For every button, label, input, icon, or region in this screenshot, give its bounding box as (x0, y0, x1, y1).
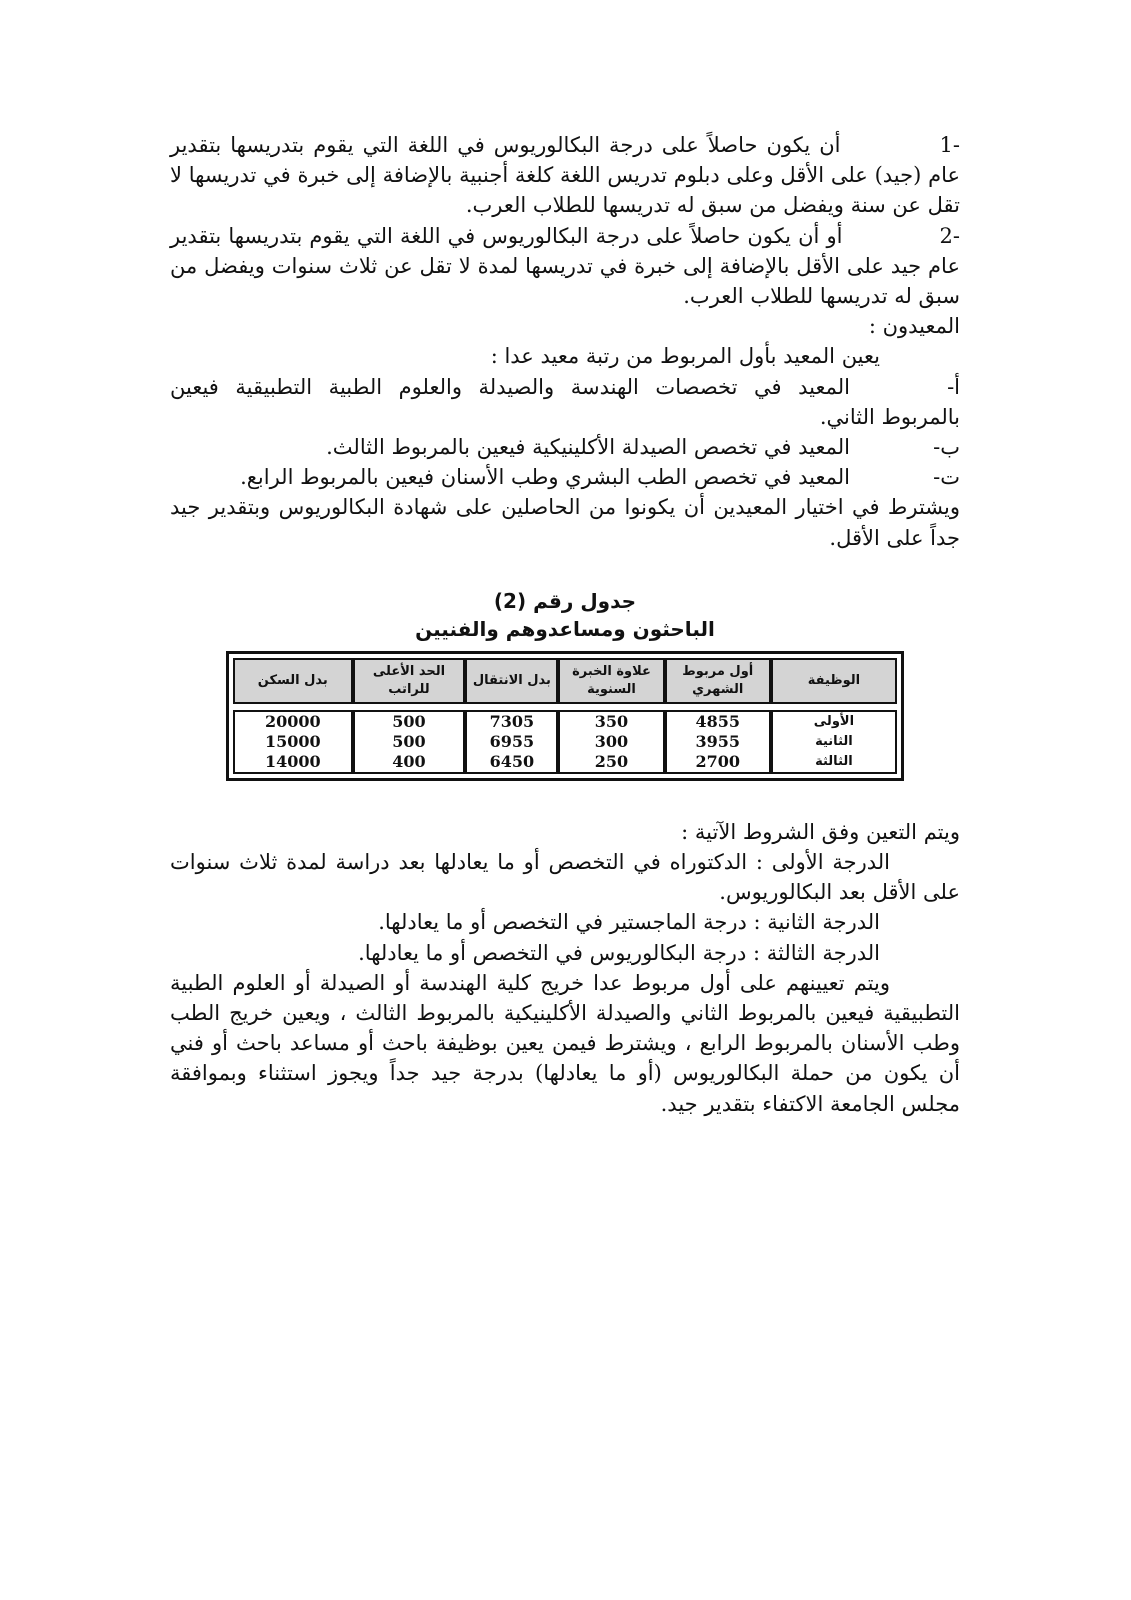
appointment-conditions (170, 817, 960, 1119)
cell-transport-allowance: 6955 (465, 732, 558, 752)
header-transport-allowance: بدل الانتقال (465, 658, 558, 704)
cell-first-step: 4855 (665, 710, 771, 732)
list-text: المعيد في تخصص الصيدلة الأكلينيكية فيعين بالمربوط الثالث. (326, 435, 850, 460)
degree-first (170, 847, 960, 907)
salary-table (233, 658, 897, 774)
document-page (170, 130, 960, 1119)
list-text: المعيد في تخصص الطب البشري وطب الأسنان فيعين بالمربوط الرابع. (240, 465, 850, 490)
item-text: أن يكون حاصلاً على درجة البكالوريوس في اللغة التي يقوم بتدريسها بتقدير عام (جيد) على الأقل وعلى دبلوم تدريس اللغة كلغة أجنبية بالإضافة إلى خبرة في تدريسها لا تقل عن سنة ويفضل من سبق له تدريسها للطلاب العرب. (170, 133, 960, 218)
cell-first-step: 2700 (665, 752, 771, 774)
list-text: المعيد في تخصصات الهندسة والصيدلة والعلوم الطبية التطبيقية فيعين بالمربوط الثاني. (170, 374, 960, 429)
assistant-list (170, 372, 960, 493)
list-label: ب- (933, 435, 960, 460)
cell-experience-bonus: 250 (558, 752, 664, 774)
table-caption: جدول رقم (2) (493, 588, 637, 613)
degree-third: الدرجة الثالثة : درجة البكالوريوس في التخصص أو ما يعادلها. (358, 940, 880, 965)
cell-experience-bonus: 300 (558, 732, 664, 752)
header-position: الوظيفة (771, 658, 897, 704)
condition-item-1 (170, 130, 960, 221)
appointment-line: يعين المعيد بأول المربوط من رتبة معيد عدا : (490, 344, 880, 369)
cell-transport-allowance: 7305 (465, 710, 558, 732)
table-header-row (233, 658, 897, 704)
table-row (233, 710, 897, 732)
item-text: أو أن يكون حاصلاً على درجة البكالوريوس في اللغة التي يقوم بتدريسها بتقدير عام جيد على الأقل بالإضافة إلى خبرة في تدريسها لمدة لا تقل عن ثلاث سنوات ويفضل من سبق له تدريسها للطلاب العرب. (170, 223, 960, 309)
item-number: -2 (939, 223, 960, 248)
condition-item-2 (170, 221, 960, 312)
final-paragraph-text: ويتم تعيينهم على أول مربوط عدا خريج كلية الهندسة أو الصيدلة أو العلوم الطبية التطبيقية فيعين بالمربوط الثاني والصيدلة الأكلينيكية بالمربوط الثالث ، ويعين خريج الطب وطب الأسنان بالمربوط الرابع ، ويشترط فيمن يعين بوظيفة باحث أو مساعد باحث أو فني أن يكون من حملة البكالوريوس (أو ما يعادلها) بدرجة جيد جداً ويجوز استثناء وبموافقة مجلس الجامعة الاكتفاء بتقدير جيد. (170, 970, 960, 1116)
cell-position: الثالثة (771, 752, 897, 774)
list-label: ت- (933, 465, 960, 490)
cell-transport-allowance: 6450 (465, 752, 558, 774)
cell-position: الأولى (771, 710, 897, 732)
cell-max-salary: 400 (353, 752, 466, 774)
selection-condition: ويشترط في اختيار المعيدين أن يكونوا من الحاصلين على شهادة البكالوريوس وبتقدير جيد جداً على الأقل. (170, 495, 960, 550)
degree-first-text: الدرجة الأولى : الدكتوراه في التخصص أو ما يعادلها بعد دراسة لمدة ثلاث سنوات على الأقل بعد البكالوريوس. (170, 850, 960, 905)
salary-table-frame (226, 651, 904, 781)
cell-experience-bonus: 350 (558, 710, 664, 732)
header-housing-allowance: بدل السكن (233, 658, 353, 704)
table-subtitle: الباحثون ومساعدوهم والفنيين (415, 616, 715, 641)
table-row (233, 732, 897, 752)
final-paragraph (170, 968, 960, 1119)
header-first-step: أول مربوط الشهري (665, 658, 771, 704)
list-item (170, 432, 960, 462)
cell-housing-allowance: 15000 (233, 732, 353, 752)
header-max-salary: الحد الأعلى للراتب (353, 658, 466, 704)
cell-max-salary: 500 (353, 710, 466, 732)
list-label: أ- (947, 374, 960, 399)
table-row (233, 752, 897, 774)
header-experience-bonus: علاوة الخبرة السنوية (558, 658, 664, 704)
item-number: -1 (939, 133, 960, 157)
list-item (170, 372, 960, 432)
cell-first-step: 3955 (665, 732, 771, 752)
list-item (170, 462, 960, 492)
cell-housing-allowance: 20000 (233, 710, 353, 732)
section-heading: المعيدون : (868, 314, 960, 339)
cell-housing-allowance: 14000 (233, 752, 353, 774)
cell-max-salary: 500 (353, 732, 466, 752)
cell-position: الثانية (771, 732, 897, 752)
conditions-intro: ويتم التعين وفق الشروط الآتية : (681, 819, 960, 844)
degree-second: الدرجة الثانية : درجة الماجستير في التخصص أو ما يعادلها. (378, 910, 880, 935)
